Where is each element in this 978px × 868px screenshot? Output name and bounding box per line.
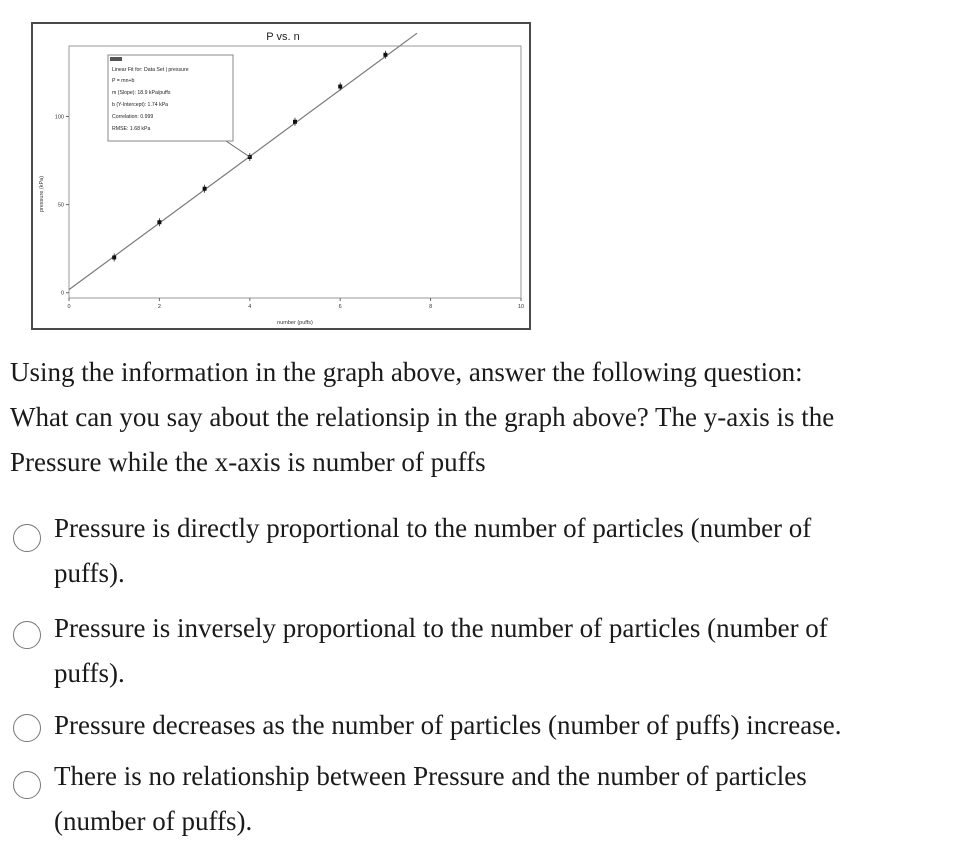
option-label-line-1: Pressure is directly proportional to the number of particles (number of [54, 513, 812, 543]
x-axis-label: number (puffs) [277, 320, 313, 326]
option-label-line-1: Pressure decreases as the number of particles (number of puffs) increase. [54, 710, 842, 740]
x-tick-label: 8 [429, 304, 433, 310]
x-tick-label: 0 [67, 304, 71, 310]
option-label-line-2: puffs). [54, 558, 125, 588]
option-label-line-2: puffs). [54, 658, 125, 688]
scatter-chart [33, 24, 529, 328]
y-axis-ticks [55, 114, 69, 296]
question-text [10, 350, 970, 485]
graph-image [31, 22, 531, 330]
annotation-line-5: Correlation: 0.999 [112, 114, 154, 120]
annotation-line-3: m (Slope): 18.9 kPa/puffs [112, 90, 171, 96]
radio-button[interactable] [13, 621, 41, 649]
x-axis-ticks [67, 298, 524, 310]
option-label-line-1: There is no relationship between Pressure and the number of particles [54, 761, 807, 791]
radio-button[interactable] [13, 524, 41, 552]
annotation-line-1: Linear Fit for: Data Set | pressure [112, 67, 189, 73]
data-point [338, 85, 342, 89]
annotation-line-2: P = mn+b [112, 78, 135, 84]
annotation-line-4: b (Y-Intercept): 1.74 kPa [112, 102, 169, 108]
data-point [383, 53, 387, 57]
option-label-line-2: (number of puffs). [54, 806, 253, 836]
radio-button[interactable] [13, 771, 41, 799]
question-line-2: What can you say about the relationsip in the graph above? The y-axis is the [10, 402, 835, 432]
y-axis-label: pressure (kPa) [39, 175, 45, 213]
radio-button[interactable] [13, 714, 41, 742]
annotation-grip-icon[interactable] [110, 57, 122, 61]
data-point [157, 220, 161, 224]
question-line-3: Pressure while the x-axis is number of puffs [10, 447, 486, 477]
option-label-line-1: Pressure is inversely proportional to the number of particles (number of [54, 613, 828, 643]
data-point [203, 187, 207, 191]
chart-title: P vs. n [266, 31, 300, 43]
data-point [293, 120, 297, 124]
y-tick-label: 100 [54, 114, 64, 121]
y-tick-label: 0 [60, 290, 64, 297]
x-tick-label: 10 [517, 304, 525, 310]
data-point [112, 255, 116, 259]
x-tick-label: 6 [338, 304, 342, 310]
x-tick-label: 4 [248, 304, 252, 310]
fit-annotation-box [108, 55, 233, 141]
annotation-line-6: RMSE: 1.68 kPa [112, 126, 151, 132]
y-tick-label: 50 [57, 202, 64, 209]
question-line-1: Using the information in the graph above, answer the following question: [10, 357, 803, 387]
x-tick-label: 2 [157, 304, 161, 310]
